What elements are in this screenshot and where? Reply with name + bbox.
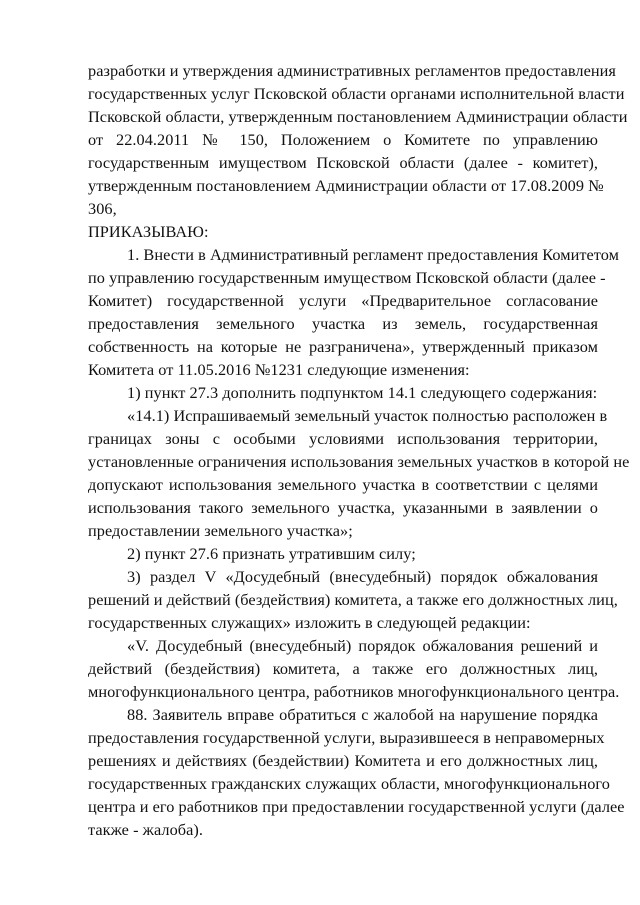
text-line: государственных услуг Псковской области органами исполнительной власти xyxy=(88,84,625,103)
text-line: Комитета от 11.05.2016 №1231 следующие изменения: xyxy=(88,360,470,379)
text-line: 2) пункт 27.6 признать утратившим силу; xyxy=(127,544,416,563)
text-line: 3) раздел V «Досудебный (внесудебный) порядок обжалования xyxy=(127,567,598,586)
text-line: 1. Внести в Административный регламент предоставления Комитетом xyxy=(127,245,619,264)
text-line: действий (бездействия) комитета, а также его должностных лиц, xyxy=(88,659,598,678)
text-line: по управлению государственным имуществом Псковской области (далее - xyxy=(88,268,606,287)
text-line: Псковской области, утвержденным постановлением Администрации области xyxy=(88,107,628,126)
text-line: предоставлении земельного участка»; xyxy=(88,521,353,540)
text-line: центра и его работников при предоставлении государственной услуги (далее xyxy=(88,797,625,816)
text-line: также - жалоба). xyxy=(88,820,203,839)
order-heading: ПРИКАЗЫВАЮ: xyxy=(88,222,209,241)
text-line: «14.1) Испрашиваемый земельный участок полностью расположен в xyxy=(127,406,608,425)
text-line: государственных служащих» изложить в следующей редакции: xyxy=(88,613,531,632)
text-line: использования такого земельного участка, указанными в заявлении о xyxy=(88,498,598,517)
text-line: государственным имуществом Псковской области (далее - комитет), xyxy=(88,153,598,172)
text-line: государственных гражданских служащих области, многофункционального xyxy=(88,774,610,793)
text-line: решениях и действиях (бездействии) Комитета и его должностных лиц, xyxy=(88,751,598,770)
text-line: предоставления земельного участка из земель, государственная xyxy=(88,314,598,333)
text-line: решений и действий (бездействия) комитета, а также его должностных лиц, xyxy=(88,590,618,609)
text-line: допускают использования земельного участка в соответствии с целями xyxy=(88,475,598,494)
text-line: 306, xyxy=(88,199,117,218)
text-line: разработки и утверждения административных регламентов предоставления xyxy=(88,61,616,80)
text-line: границах зоны с особыми условиями использования территории, xyxy=(88,429,598,448)
text-line: 88. Заявитель вправе обратиться с жалобой на нарушение порядка xyxy=(127,705,598,724)
text-line: 1) пункт 27.3 дополнить подпунктом 14.1 следующего содержания: xyxy=(127,383,598,402)
text-line: от 22.04.2011 № 150, Положением о Комитете по управлению xyxy=(88,130,598,149)
text-line: утвержденным постановлением Администрации области от 17.08.2009 № xyxy=(88,176,604,195)
text-line: «V. Досудебный (внесудебный) порядок обжалования решений и xyxy=(127,636,598,655)
text-line: собственность на которые не разграничена», утвержденный приказом xyxy=(88,337,598,356)
text-line: предоставления государственной услуги, выразившееся в неправомерных xyxy=(88,728,605,747)
text-line: многофункционального центра, работников многофункционального центра. xyxy=(88,682,620,701)
text-line: Комитет) государственной услуги «Предварительное согласование xyxy=(88,291,598,310)
text-line: установленные ограничения использования земельных участков в которой не xyxy=(88,452,630,471)
